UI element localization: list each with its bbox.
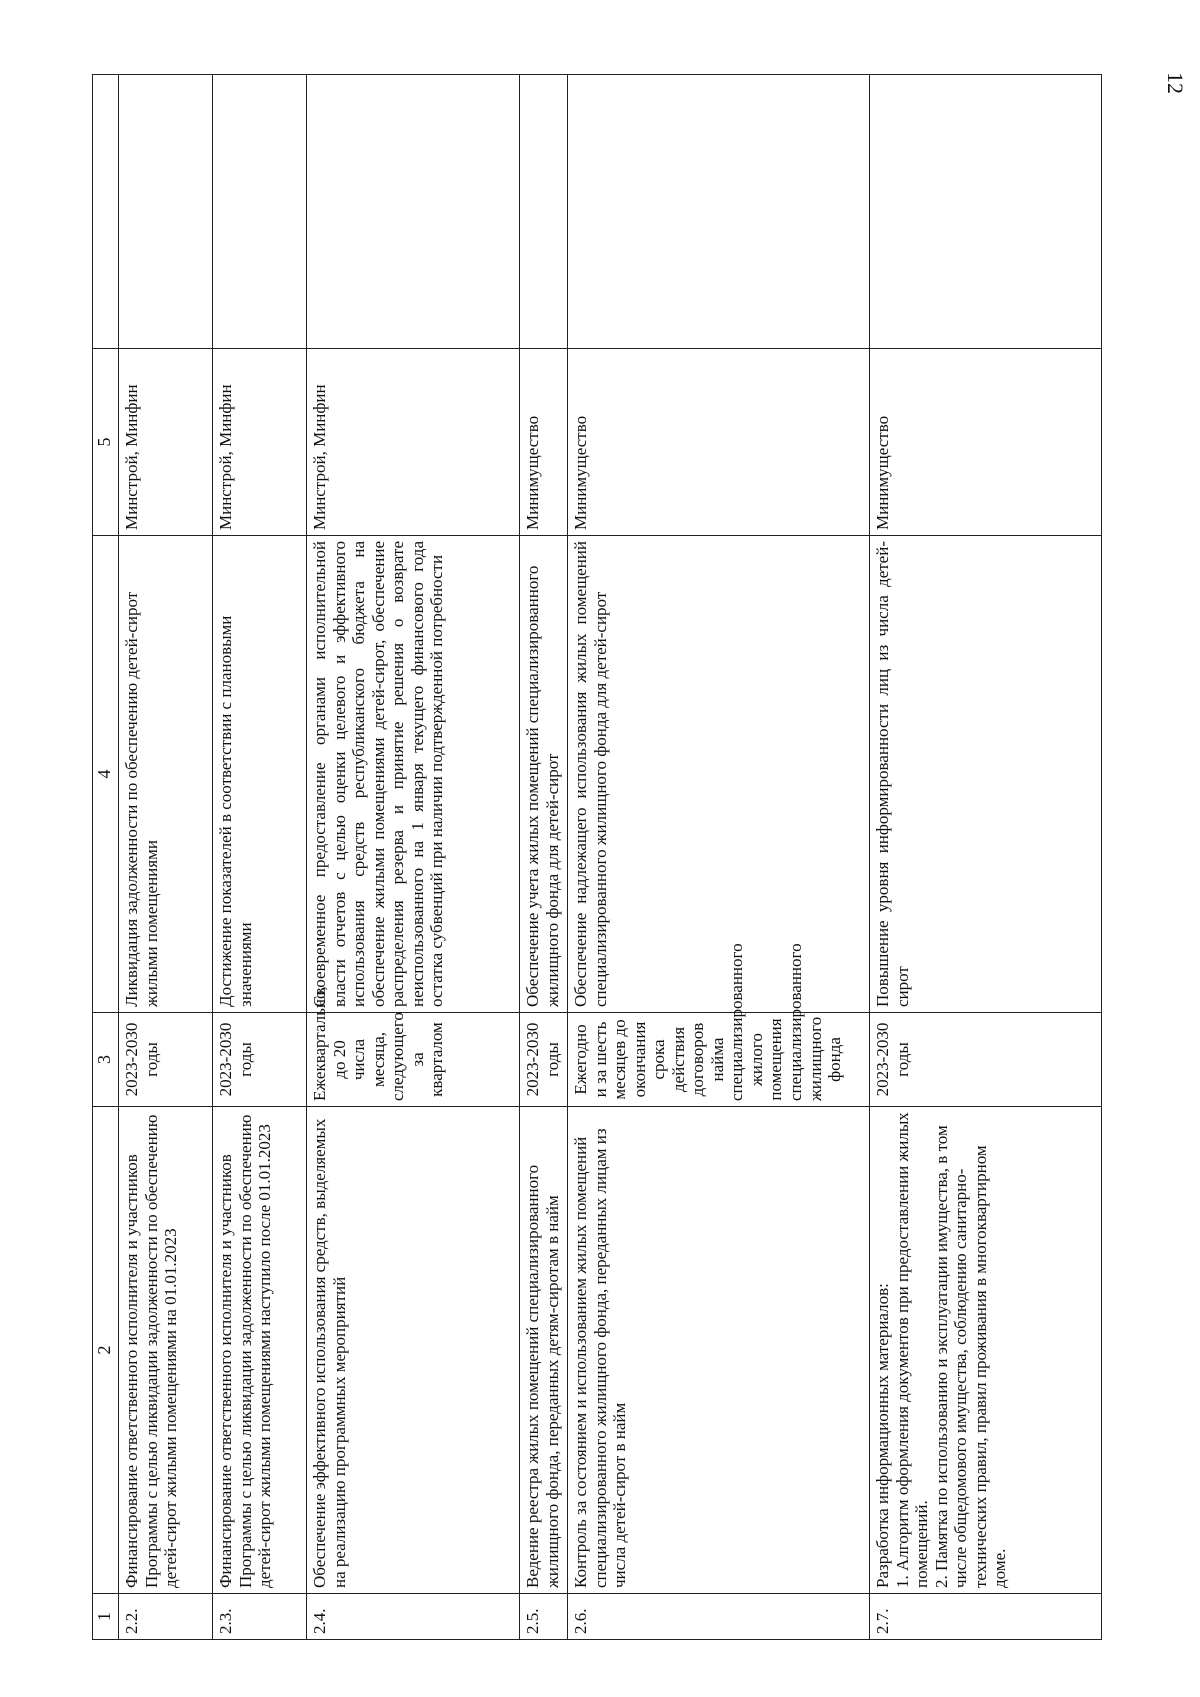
header-col-empty: [93, 75, 119, 349]
activity-cell: Контроль за состоянием и использованием жилых помещений специализированного жилищного фонда, переданных лицам из числа детей-сирот в найм: [568, 1107, 870, 1594]
header-col-5: 5: [93, 349, 119, 536]
page-number: 12: [1163, 72, 1188, 94]
table-row: [307, 75, 520, 1640]
term-cell: 2023-2030 годы: [213, 1013, 307, 1107]
row-number: 2.6.: [568, 1594, 870, 1640]
activity-cell: Обеспечение эффективного использования средств, выделяемых на реализацию программных мероприятий: [307, 1107, 520, 1594]
activity-line: 2. Памятка по использованию и эксплуатации имущества, в том числе общедомового имущества, соблюдению санитарно-технических правил, правил проживания в многоквартирном доме.: [931, 1125, 1010, 1588]
empty-cell: [307, 75, 520, 349]
empty-cell: [119, 75, 213, 349]
row-number: 2.4.: [307, 1594, 520, 1640]
result-cell: Ликвидация задолженности по обеспечению детей-сирот жилыми помещениями: [119, 536, 213, 1013]
table-header-row: [93, 75, 119, 1640]
empty-cell: [870, 75, 1102, 349]
header-col-2: 2: [93, 1107, 119, 1594]
responsible-cell: Минстрой, Минфин: [307, 349, 520, 536]
term-cell: Ежеквартально, до 20 числа месяца, следующего за кварталом: [307, 1013, 520, 1107]
header-col-4: 4: [93, 536, 119, 1013]
row-number: 2.5.: [520, 1594, 568, 1640]
row-number: 2.3.: [213, 1594, 307, 1640]
row-number: 2.7.: [870, 1594, 1102, 1640]
result-cell: Достижение показателей в соответствии с плановыми значениями: [213, 536, 307, 1013]
activity-line: Разработка информационных материалов:: [873, 1283, 892, 1588]
header-col-1: 1: [93, 1594, 119, 1640]
activity-cell: [870, 1107, 1102, 1594]
responsible-cell: Минстрой, Минфин: [213, 349, 307, 536]
result-cell: Обеспечение надлежащего использования жилых помещений специализированного жилищного фонда для детей-сирот: [568, 536, 870, 1013]
responsible-cell: Минимущество: [870, 349, 1102, 536]
row-number: 2.2.: [119, 1594, 213, 1640]
result-cell: Повышение уровня информированности лиц из числа детей-сирот: [870, 536, 1102, 1013]
responsible-cell: Минимущество: [568, 349, 870, 536]
activity-line: 1. Алгоритм оформления документов при предоставлении жилых помещений.: [892, 1112, 932, 1588]
responsible-cell: Минстрой, Минфин: [119, 349, 213, 536]
result-cell: Своевременное предоставление органами исполнительной власти отчетов с целью оценки целевого и эффективного использования средств республиканского бюджета на обеспечение жилыми помещениями детей-сирот, обеспечение распределения резерва и принятие решения о возврате неиспользованного на 1 января текущего финансового года остатка субвенций при наличии подтвержденной потребности: [307, 536, 520, 1013]
program-activities-table: [92, 74, 1102, 1640]
term-cell: 2023-2030 годы: [870, 1013, 1102, 1107]
table-row: [119, 75, 213, 1640]
term-cell: 2023-2030 годы: [520, 1013, 568, 1107]
table-row: [870, 75, 1102, 1640]
activity-cell: Финансирование ответственного исполнителя и участников Программы с целью ликвидации задолженности по обеспечению детей-сирот жилыми помещениями на 01.01.2023: [119, 1107, 213, 1594]
term-cell: Ежегодно и за шесть месяцев до окончания срока действия договоров найма специализированного жилого помещения специализированного жилищного фонда: [568, 1013, 870, 1107]
term-cell: 2023-2030 годы: [119, 1013, 213, 1107]
empty-cell: [520, 75, 568, 349]
empty-cell: [568, 75, 870, 349]
activity-cell: Ведение реестра жилых помещений специализированного жилищного фонда, переданных детям-сиротам в найм: [520, 1107, 568, 1594]
result-cell: Обеспечение учета жилых помещений специализированного жилищного фонда для детей-сирот: [520, 536, 568, 1013]
activity-cell: Финансирование ответственного исполнителя и участников Программы с целью ликвидации задолженности по обеспечению детей-сирот жилыми помещениями наступило после 01.01.2023: [213, 1107, 307, 1594]
header-col-3: 3: [93, 1013, 119, 1107]
empty-cell: [213, 75, 307, 349]
rotated-page-content: [92, 75, 1102, 1640]
table-row: [568, 75, 870, 1640]
responsible-cell: Минимущество: [520, 349, 568, 536]
table-row: [213, 75, 307, 1640]
table-row: [520, 75, 568, 1640]
